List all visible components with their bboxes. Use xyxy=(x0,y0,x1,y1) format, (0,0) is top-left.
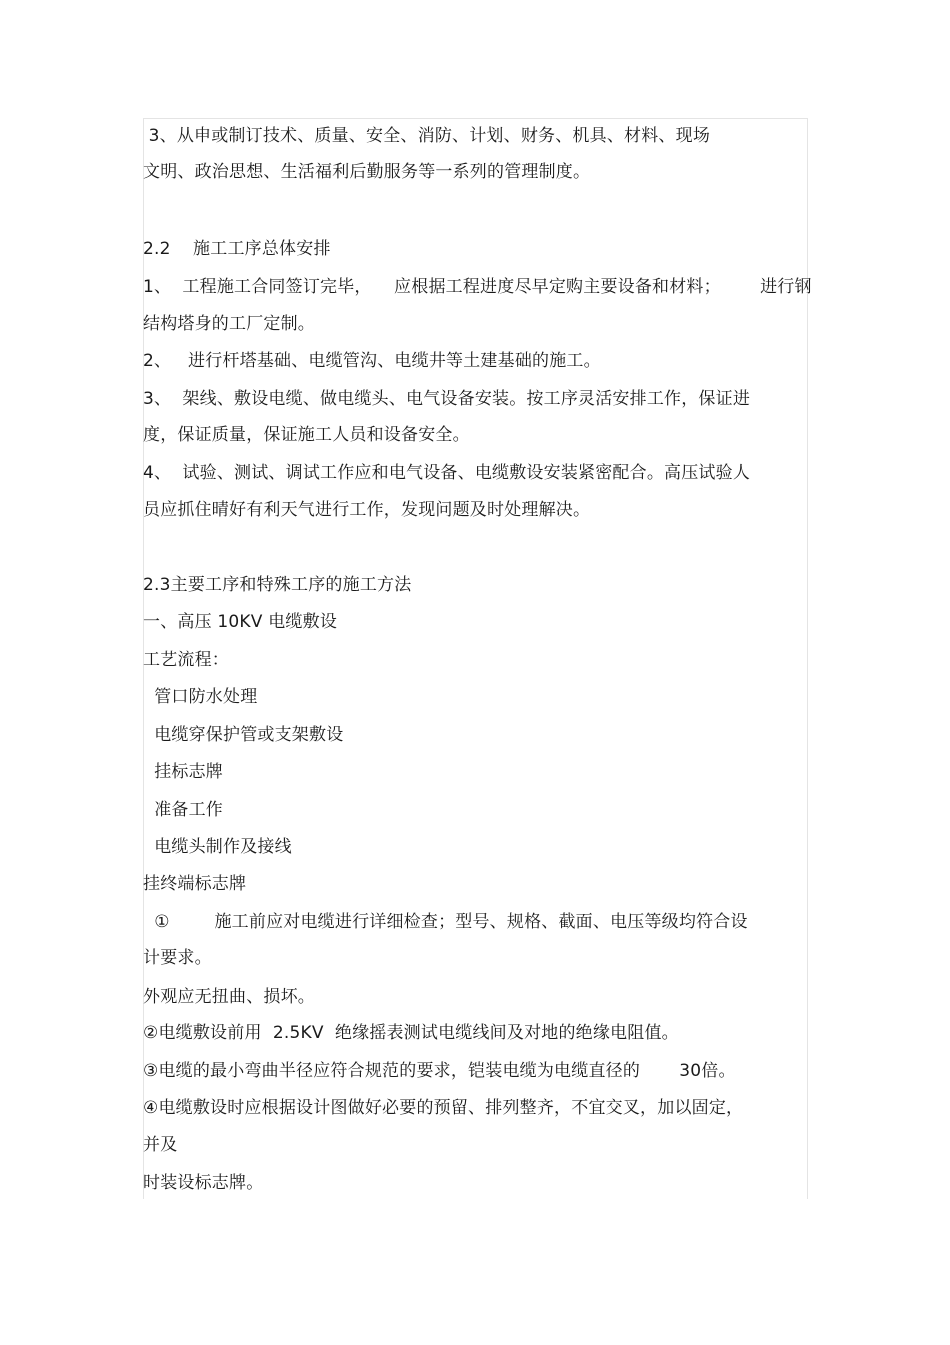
subsection-heading-cable: 一、高压 10KV 电缆敷设 xyxy=(143,612,338,632)
text-line-check-4: ④电缆敷设时应根据设计图做好必要的预留、排列整齐，不宜交叉，加以固定， xyxy=(143,1098,744,1118)
section-heading-2-2: 2.2 施工工序总体安排 xyxy=(143,239,331,259)
text-line-step-1: 1、 工程施工合同签订完毕， 应根据工程进度尽早定购主要设备和材料； 进行钢 xyxy=(143,277,812,297)
text-line-appearance: 外观应无扭曲、损坏。 xyxy=(143,987,315,1007)
text-line-step-3-cont: 度，保证质量，保证施工人员和设备安全。 xyxy=(143,425,470,445)
process-step-end-tag: 挂终端标志牌 xyxy=(143,874,247,894)
text-line-step-1-cont: 结构塔身的工厂定制。 xyxy=(143,314,315,334)
text-line-check-4-cont: 并及 xyxy=(143,1135,178,1155)
text-line-check-3: ③电缆的最小弯曲半径应符合规范的要求，铠装电缆为电缆直径的 30倍。 xyxy=(143,1061,736,1081)
process-flow-label: 工艺流程： xyxy=(143,650,229,670)
text-line-item-3-cont: 文明、政治思想、生活福利后勤服务等一系列的管理制度。 xyxy=(143,162,591,182)
text-line-check-1-cont: 计要求。 xyxy=(143,948,212,968)
process-step-laying: 电缆穿保护管或支架敷设 xyxy=(143,725,344,745)
process-step-waterproof: 管口防水处理 xyxy=(143,687,258,707)
text-line-step-3: 3、 架线、敷设电缆、做电缆头、电气设备安装。按工序灵活安排工作，保证进 xyxy=(143,389,751,409)
text-line-step-4-cont: 员应抓住晴好有利天气进行工作，发现问题及时处理解决。 xyxy=(143,500,591,520)
section-heading-2-3: 2.3主要工序和特殊工序的施工方法 xyxy=(143,575,412,595)
process-step-tag: 挂标志牌 xyxy=(143,762,224,782)
process-step-prepare: 准备工作 xyxy=(143,800,224,820)
text-line-step-4: 4、 试验、测试、调试工作应和电气设备、电缆敷设安装紧密配合。高压试验人 xyxy=(143,463,751,483)
text-line-check-4-end: 时装设标志牌。 xyxy=(143,1173,264,1193)
text-line-step-2: 2、 进行杆塔基础、电缆管沟、电缆井等土建基础的施工。 xyxy=(143,351,601,371)
text-line-item-3: 3、从申或制订技术、质量、安全、消防、计划、财务、机具、材料、现场 xyxy=(143,126,711,146)
text-line-check-2: ②电缆敷设前用 2.5KV 绝缘摇表测试电缆线间及对地的绝缘电阻值。 xyxy=(143,1023,679,1043)
process-step-terminal: 电缆头制作及接线 xyxy=(143,837,292,857)
text-line-check-1: ① 施工前应对电缆进行详细检查；型号、规格、截面、电压等级均符合设 xyxy=(143,912,748,932)
